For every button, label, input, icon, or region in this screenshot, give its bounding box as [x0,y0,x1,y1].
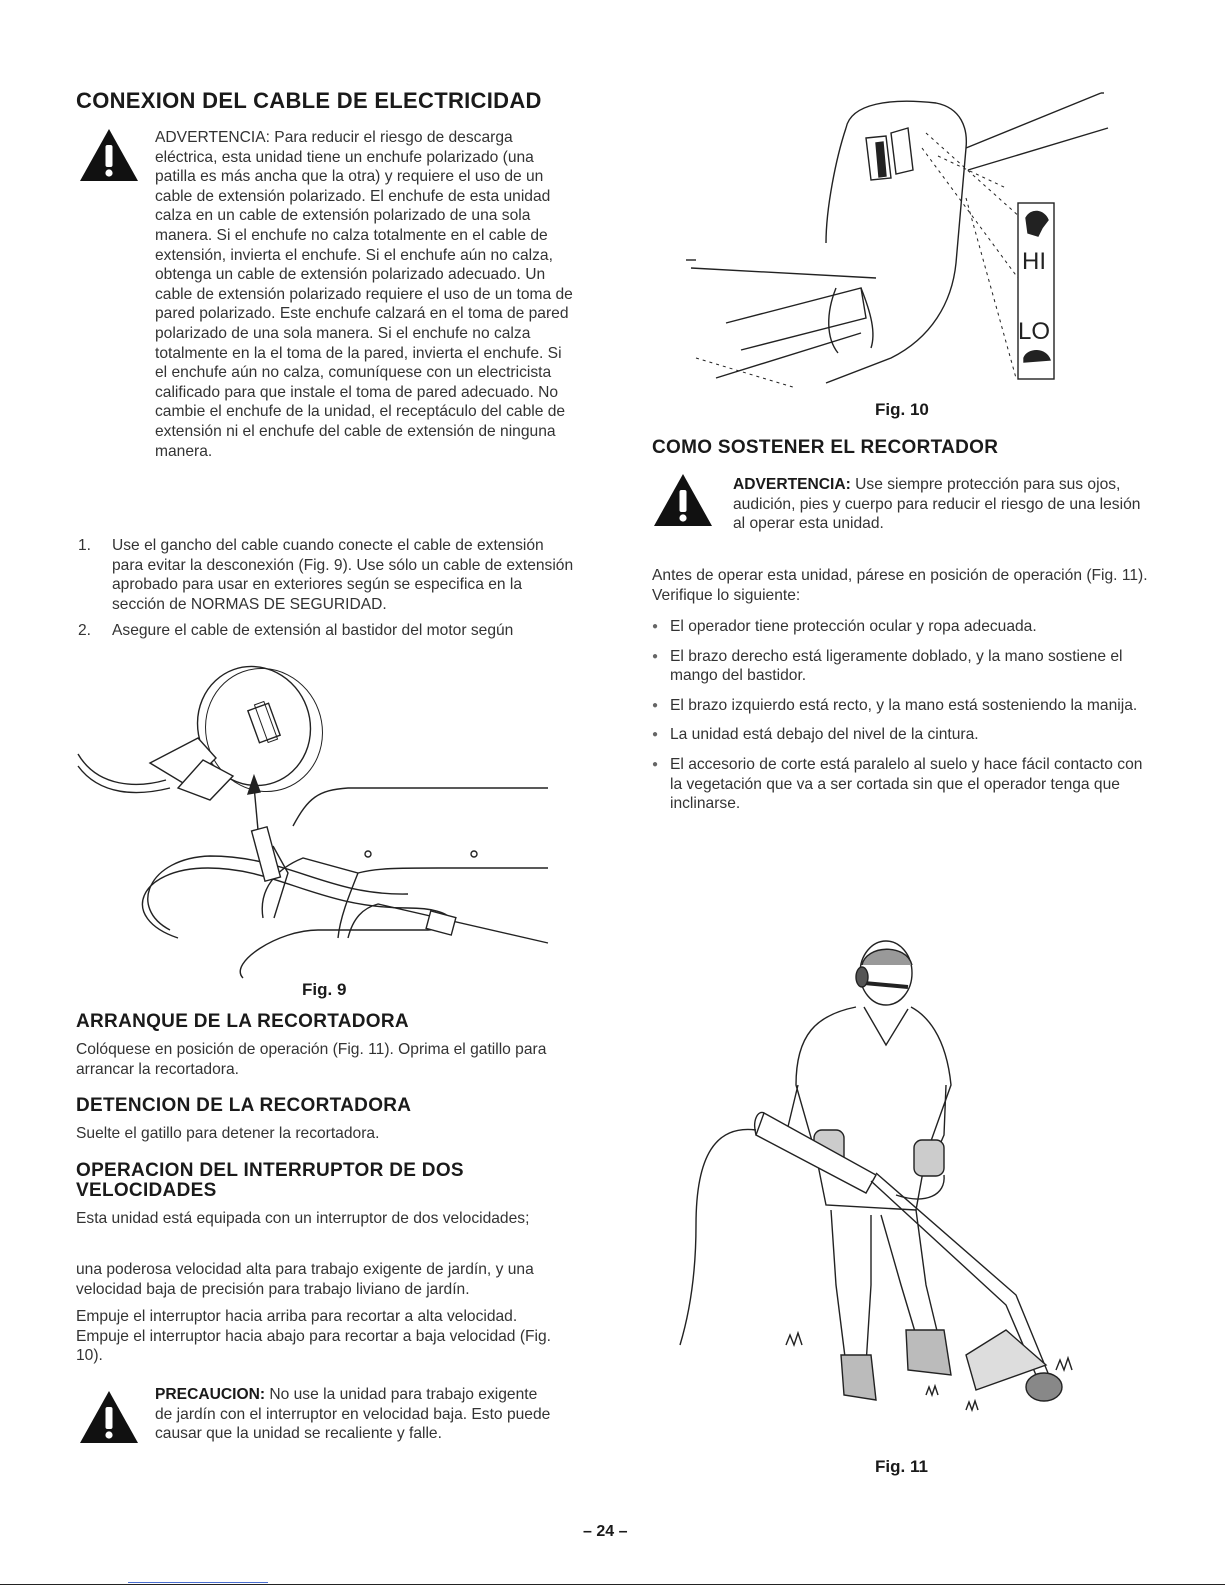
step-number: 2. [78,622,92,640]
list-item: ● El brazo izquierdo está recto, y la mano está sosteniendo la manija. [652,696,1152,716]
cable-warning-text: ADVERTENCIA: Para reducir el riesgo de descarga eléctrica, esta unidad tiene un enchufe polarizado (una patilla es más ancha que la otra) y requiere el uso de un cable de extensión polarizado. El enchufe de esta unidad calza en un cable de extensión polarizado de una sola manera. Si el enchufe no calza totalmente en el cable de extensión, invierta el enchufe. Si el enchufe aún no calza, obtenga un cable de extensión polarizado adecuado. Un cable de extensión polarizado requiere el uso de un toma de pared polarizado. Este enchufe calzará en el toma de pared polarizado de una sola manera. Si el enchufe no calza totalmente en la el toma de la pared, invierta el enchufe. Si el enchufe aún no calza, comuníquese con un electricista calificado para que instale el toma de pared adecuado. No cambie el enchufe de la unidad, el receptáculo del cable de extensión ni el enchufe del cable de extensión de ninguna manera. [155,129,573,460]
figure-11-operator-stance-illustration [676,925,1096,1435]
section-title-stop: DETENCION DE LA RECORTADORA [76,1095,412,1116]
step-number: 1. [78,537,92,554]
list-item: ● El brazo derecho está ligeramente doblado, y la mano sostiene el mango del bastidor. [652,647,1152,686]
step-text: Use el gancho del cable cuando conecte el cable de extensión para evitar la desconexión (Fig. 9). Use sólo un cable de extensión aprobado para usar en exteriores según se especifica en la sección de NORMAS DE SEGURIDAD. [112,537,574,613]
warning-triangle-icon [78,127,140,183]
page-number: – 24 – [583,1523,628,1540]
caution-label: PRECAUCION: [155,1386,266,1403]
caution-text: No use la unidad para trabajo exigente de jardín con el interruptor en velocidad baja. Esto puede causar que la unidad se recaliente y falle. [155,1386,551,1443]
hold-warning-label: ADVERTENCIA: [733,476,851,493]
switch-title-line-1: OPERACION DEL INTERRUPTOR DE DOS [76,1160,464,1181]
speed-hi-label: HI [1022,248,1046,275]
figure-9-cord-hook-illustration [78,668,558,978]
warning-triangle-icon [652,472,714,528]
hold-warning-block [733,475,1143,534]
switch-title-line-2: VELOCIDADES [76,1180,217,1201]
caution-block [155,1385,555,1444]
section-title-hold: COMO SOSTENER EL RECORTADOR [652,437,999,458]
fig-10-caption: Fig. 10 [875,400,929,419]
switch-paragraph-3: Empuje el interruptor hacia arriba para recortar a alta velocidad. Empuje el interruptor hacia abajo para recortar a baja velocidad (Fig. 10). [76,1308,552,1365]
switch-paragraph-1: Esta unidad está equipada con un interruptor de dos velocidades; [76,1210,530,1227]
list-item [78,536,578,614]
fig-9-caption: Fig. 9 [302,980,347,999]
list-item [78,621,578,641]
hold-checklist [652,617,1152,824]
section-title-cable: CONEXION DEL CABLE DE ELECTRICIDAD [76,88,542,113]
list-item: ● La unidad está debajo del nivel de la cintura. [652,725,1152,745]
switch-paragraph-2: una poderosa velocidad alta para trabajo exigente de jardín, y una velocidad baja de precisión para trabajo liviano de jardín. [76,1261,534,1298]
hold-warning-text: Use siempre protección para sus ojos, audición, pies y cuerpo para reducir el riesgo de una lesión al operar esta unidad. [733,476,1141,533]
start-text: Colóquese en posición de operación (Fig. 11). Oprima el gatillo para arrancar la recortadora. [76,1041,547,1078]
section-title-start: ARRANQUE DE LA RECORTADORA [76,1011,409,1032]
fig-11-caption: Fig. 11 [875,1457,928,1476]
caution-triangle-icon [78,1389,140,1445]
page-bottom-accent-line [128,1582,268,1583]
section-title-switch [76,1161,464,1201]
hold-intro-text: Antes de operar esta unidad, párese en posición de operación (Fig. 11). Verifique lo siguiente: [652,567,1148,604]
speed-lo-label: LO [1018,318,1051,345]
stop-text: Suelte el gatillo para detener la recortadora. [76,1125,380,1142]
step-text: Asegure el cable de extensión al bastidor del motor según [112,622,514,640]
list-item: ● El operador tiene protección ocular y ropa adecuada. [652,617,1152,637]
cable-steps [78,536,578,648]
list-item: ● El accesorio de corte está paralelo al suelo y hace fácil contacto con la vegetación que va a ser cortada sin que el operador tenga que inclinarse. [652,755,1152,814]
